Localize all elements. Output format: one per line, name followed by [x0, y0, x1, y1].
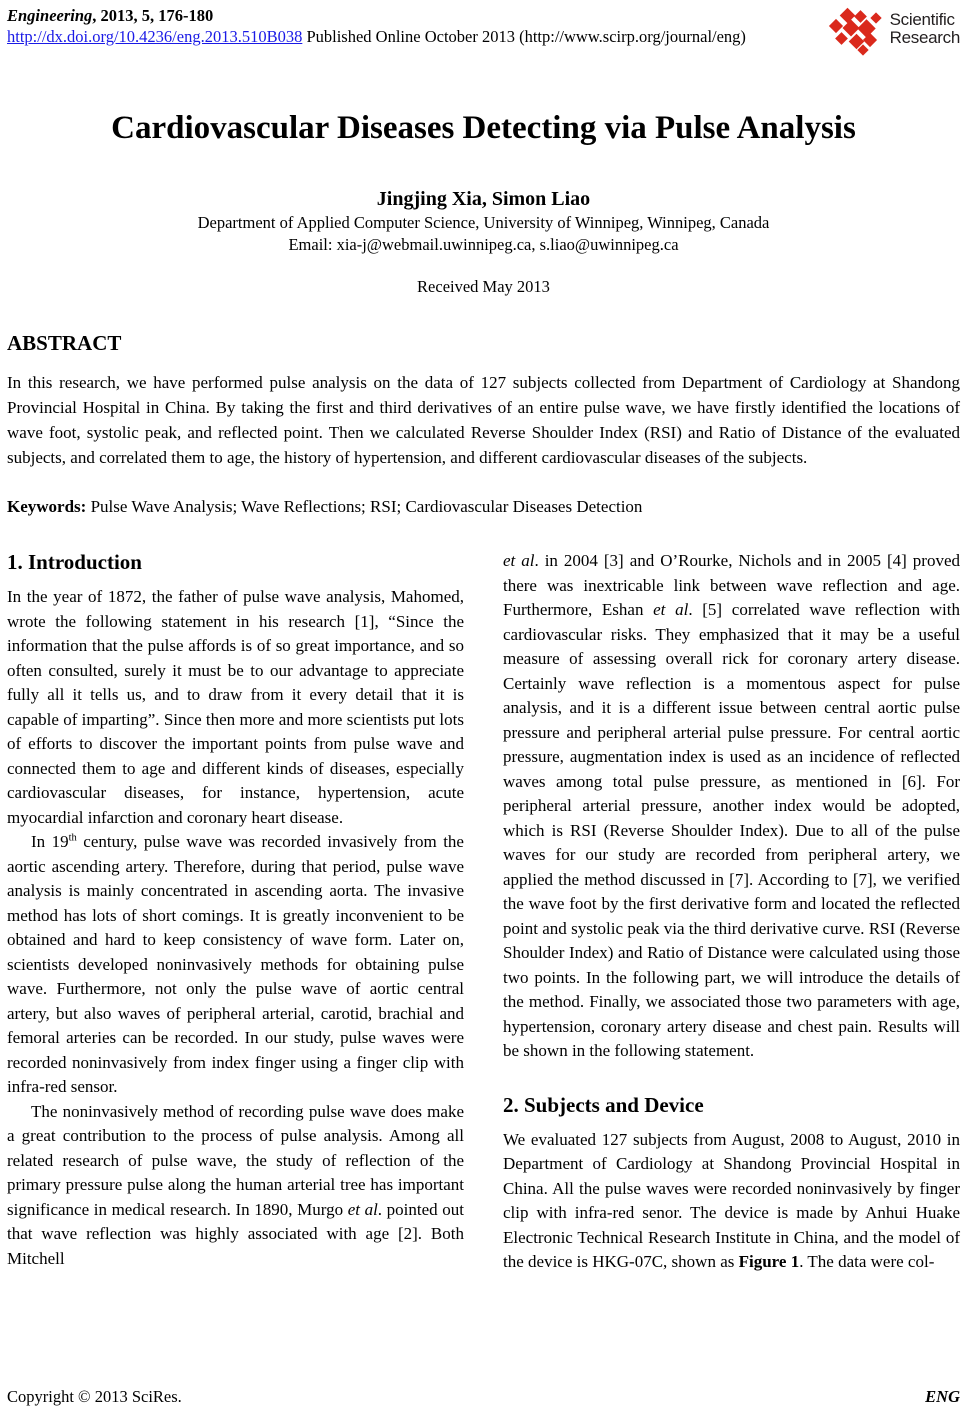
logo-diamond [829, 19, 843, 33]
paragraph [7, 1100, 464, 1272]
journal-name: Engineering [7, 6, 93, 25]
text-run: et al [653, 600, 689, 619]
doi-link[interactable]: http://dx.doi.org/10.4236/eng.2013.510B038 [7, 27, 303, 46]
journal-issue: , 2013, 5, 176-180 [92, 6, 214, 25]
keywords-line [7, 494, 960, 519]
keywords-label: Keywords: [7, 497, 87, 516]
right-column [503, 549, 960, 1275]
abstract-text: In this research, we have performed pulse analysis on the data of 127 subjects collected from Department of Cardiology at Shandong Provincial Hospital in China. By taking the first and third derivatives of an entire pulse wave, we have firstly identified the locations of wave foot, systolic peak, and reflected point. Then we calculated Reverse Shoulder Index (RSI) and Ratio of Distance of the evaluated subjects, and correlated them to age, the history of hypertension, and different cardiovascular diseases of the subjects. [7, 373, 960, 467]
logo-text-line1: Scientific [889, 10, 955, 29]
logo-diamond [870, 12, 881, 23]
abstract-heading: ABSTRACT [7, 331, 122, 355]
text-run: . [5] correlated wave reflection with cardiovascular risks. They emphasized that it may be a useful measure of assessing overall rick for coronary artery disease. Certainly wave reflection is a momentous aspect for pulse analysis, and it is a different issue between central aortic pulse pressure and peripheral arterial pulse pressure. For central aortic pressure, augmentation index is used as an incidence of reflected waves among total pulse pressure, as mentioned in [6]. For peripheral arterial pressure, another index would be adopted, which is RSI (Reverse Shoulder Index). Due to all of the pulse waves for our study are recorded from peripheral artery, we applied the method discussed in [7]. According to [7], we verified the wave foot by the first derivative form and located the reflected point and systolic peak via the third derivative curve. RSI (Reverse Shoulder Index) and Ratio of Distance were calculated using those two points. In the following part, we will introduce the details of the method. Finally, we associated those two parameters with age, hypertension, coronary artery disease and chest pain. Results will be shown in the following statement. [503, 600, 960, 1060]
journal-citation [7, 6, 746, 25]
scirp-logo [828, 8, 960, 58]
received-date: Received May 2013 [417, 277, 550, 296]
journal-code: ENG [925, 1387, 960, 1406]
paragraph [503, 549, 960, 1064]
keywords-list: Pulse Wave Analysis; Wave Reflections; RSI; Cardiovascular Diseases Detection [86, 497, 643, 516]
affiliation: Department of Applied Computer Science, University of Winnipeg, Winnipeg, Canada [197, 213, 770, 232]
two-column-body [7, 549, 960, 1275]
logo-text-line2: Research [889, 28, 960, 47]
text-run: . in 2004 [3] and O’Rourke, Nichols and in 2005 [4] proved there was inextricable link between wave reflection and age. Furthermore, Eshan [503, 551, 960, 619]
section-heading: 2. Subjects and Device [503, 1092, 704, 1117]
paragraph [7, 585, 464, 830]
text-run: In 19 [31, 832, 69, 851]
paper-title: Cardiovascular Diseases Detecting via Pulse Analysis [111, 110, 856, 146]
journal-citation-block [7, 6, 746, 46]
text-run: Figure 1 [738, 1252, 800, 1271]
logo-diamond [835, 32, 848, 45]
section-heading: 1. Introduction [7, 550, 142, 574]
text-run: th [68, 832, 77, 844]
published-note: Published Online October 2013 (http://www.scirp.org/journal/eng) [302, 27, 746, 46]
scirp-diamonds-icon [828, 8, 886, 58]
copyright-notice: Copyright © 2013 SciRes. [7, 1387, 182, 1406]
text-run: et al [503, 551, 535, 570]
text-run: In the year of 1872, the father of pulse wave analysis, Mahomed, wrote the following statement in his research [1], “Since the information that the pulse affords is of so great importance, and so often consulted, surely it must be to our advantage to appreciate fully all it tells us, and to draw from it every detail that it is capable of imparting”. Since then more and more scientists put lots of efforts to discover the important points from pulse wave and connected them to age and different kinds of diseases, especially cardiovascular diseases, for instance, hypertension, acute myocardial infarction and coronary heart disease. [7, 587, 464, 827]
text-run: . The data were col- [799, 1252, 935, 1271]
left-column [7, 549, 464, 1275]
page-footer [7, 1387, 960, 1407]
text-run: et al [347, 1199, 378, 1219]
email-line: Email: xia-j@webmail.uwinnipeg.ca, s.liao@uwinnipeg.ca [288, 235, 679, 254]
authors: Jingjing Xia, Simon Liao [376, 188, 591, 210]
text-run: The noninvasively method of recording pulse wave does make a great contribution to the process of pulse analysis. Among all related research of pulse wave, the study of reflection of the primary pressure pulse along the human arterial tree has important significance in medical research. In 1890, Murgo [7, 1101, 464, 1219]
publication-line [7, 27, 746, 46]
text-run: century, pulse wave was recorded invasively from the aortic ascending artery. Therefore, during that period, pulse wave analysis is mainly concentrated in ascending aorta. The invasive method has lots of short comings. It is greatly inconvenient to be obtained and hard to keep consistency of wave form. Later on, scientists developed noninvasively methods for obtaining pulse wave. Furthermore, not only the pulse wave of aortic central artery, but also waves of peripheral arterial, carotid, brachial and femoral arteries can be recorded. In our study, pulse waves were recorded noninvasively from index finger using a finger clip with infra-red sensor. [7, 832, 464, 1096]
text-run: We evaluated 127 subjects from August, 2008 to August, 2010 in Department of Cardiology at Shandong Provincial Hospital in China. All the pulse waves were recorded noninvasively by finger clip with infra-red senor. The device is made by Anhui Huake Electronic Technical Research Institute in China, and the model of the device is HKG-07C, shown as [503, 1129, 960, 1271]
scirp-logo-text [890, 11, 960, 47]
paragraph [503, 1128, 960, 1275]
paragraph [7, 830, 464, 1100]
journal-header [7, 6, 960, 58]
text-run: . pointed out that wave reflection was highly associated with age [2]. Both Mitchell [7, 1199, 464, 1268]
